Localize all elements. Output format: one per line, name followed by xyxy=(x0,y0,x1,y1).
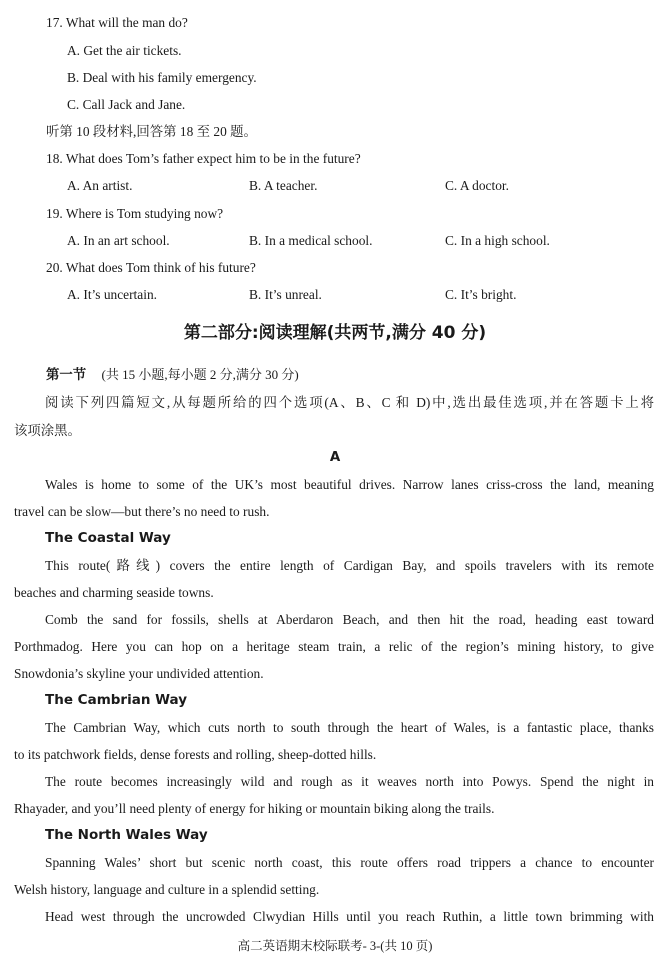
section1-label: 第一节 xyxy=(46,368,87,383)
passage-letter: A xyxy=(329,450,341,465)
cambrian-p1-line-2: to its patchwork fields, dense forests and rolling, sheep-dotted hills. xyxy=(14,747,377,762)
north-p1-line-1: Spanning Wales’ short but scenic north coast, this route offers road trippers a chance to encounter xyxy=(45,855,654,870)
coastal-p1-line-1: This route(路线) covers the entire length of Cardigan Bay, and spoils travelers with its remote xyxy=(45,558,654,573)
material-10-instruction: 听第 10 段材料,回答第 18 至 20 题。 xyxy=(46,124,257,139)
q18-option-c: C. A doctor. xyxy=(445,178,509,193)
q20-option-b: B. It’s unreal. xyxy=(249,287,322,302)
question-17: 17. What will the man do? xyxy=(46,15,188,30)
instruction-line-1: 阅读下列四篇短文,从每题所给的四个选项(A、B、C 和 D)中,选出最佳选项,并在答题卡上将 xyxy=(45,395,654,410)
coastal-way-heading: The Coastal Way xyxy=(45,530,171,546)
section1-info: (共 15 小题,每小题 2 分,满分 30 分) xyxy=(101,367,299,382)
question-20: 20. What does Tom think of his future? xyxy=(46,260,256,275)
q20-option-a: A. It’s uncertain. xyxy=(67,287,157,302)
cambrian-p2-line-1: The route becomes increasingly wild and rough as it weaves north into Powys. Spend the night in xyxy=(45,774,654,789)
north-p2-line-1: Head west through the uncrowded Clwydian Hills until you reach Ruthin, a little town brimming with xyxy=(45,909,654,924)
coastal-p2-line-1: Comb the sand for fossils, shells at Aberdaron Beach, and then hit the road, heading east toward xyxy=(45,612,654,627)
cambrian-p2-line-2: Rhayader, and you’ll need plenty of energy for hiking or mountain biking along the trails. xyxy=(14,801,495,816)
cambrian-way-heading: The Cambrian Way xyxy=(45,692,188,708)
coastal-p2-line-2: Porthmadog. Here you can hop on a heritage steam train, a relic of the region’s mining history, to give xyxy=(14,639,654,654)
q20-option-c: C. It’s bright. xyxy=(445,287,517,302)
intro-line-2: travel can be slow—but there’s no need to rush. xyxy=(14,504,270,519)
intro-line-1: Wales is home to some of the UK’s most beautiful drives. Narrow lanes criss-cross the land, meaning xyxy=(45,477,654,492)
north-wales-way-heading: The North Wales Way xyxy=(45,827,208,843)
north-p1-line-2: Welsh history, language and culture in a splendid setting. xyxy=(14,882,320,897)
q19-option-b: B. In a medical school. xyxy=(249,233,373,248)
q17-option-a: A. Get the air tickets. xyxy=(67,43,182,58)
question-18: 18. What does Tom’s father expect him to be in the future? xyxy=(46,151,361,166)
cambrian-p1-line-1: The Cambrian Way, which cuts north to south through the heart of Wales, is a fantastic place, thanks xyxy=(45,720,654,735)
q18-option-a: A. An artist. xyxy=(67,178,133,193)
q19-option-a: A. In an art school. xyxy=(67,233,170,248)
q17-option-c: C. Call Jack and Jane. xyxy=(67,97,186,112)
q18-option-b: B. A teacher. xyxy=(249,178,318,193)
question-19: 19. Where is Tom studying now? xyxy=(46,206,224,221)
part2-title: 第二部分:阅读理解(共两节,满分 40 分) xyxy=(183,323,487,343)
coastal-p2-line-3: Snowdonia’s skyline your undivided attention. xyxy=(14,666,264,681)
q19-option-c: C. In a high school. xyxy=(445,233,550,248)
instruction-line-2: 该项涂黑。 xyxy=(14,423,81,438)
section1-heading xyxy=(46,366,299,384)
page-footer: 高二英语期末校际联考- 3-(共 10 页) xyxy=(237,939,433,953)
q17-option-b: B. Deal with his family emergency. xyxy=(67,70,257,85)
coastal-p1-line-2: beaches and charming seaside towns. xyxy=(14,585,214,600)
